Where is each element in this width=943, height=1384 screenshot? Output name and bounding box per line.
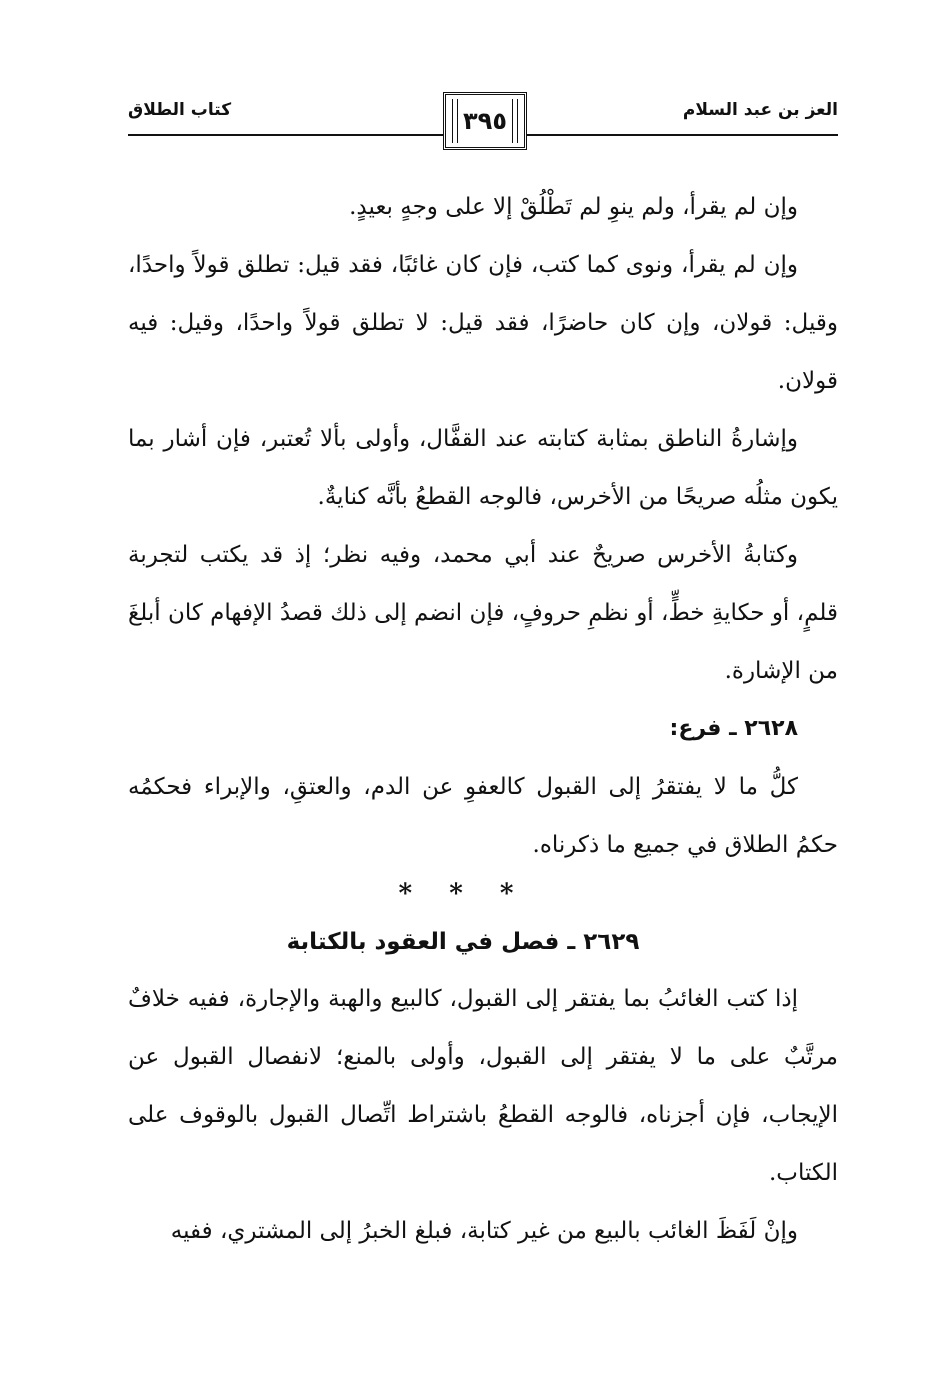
paragraph: إذا كتب الغائبُ بما يفتقر إلى القبول، كالبيع والهبة والإجارة، ففيه خلافٌ مرتَّبٌ على ما لا يفتقر إلى القبول، وأولى بالمنع؛ لانفصال القبول عن الإيجاب، فإن أجزناه، فالوجه القطعُ باشتراط اتِّصال القبول بالوقوف على الكتاب. (128, 986, 838, 1186)
paragraph: وإن لم يقرأ، ولم ينوِ لم تَطْلُقْ إلا على وجهٍ بعيدٍ. (349, 194, 798, 220)
paragraph: وكتابةُ الأخرس صريحٌ عند أبي محمد، وفيه نظر؛ إذ قد يكتب لتجربة قلمٍ، أو حكايةِ خطٍّ، أو نظمِ حروفٍ، فإن انضم إلى ذلك قصدُ الإفهام كان أبلغَ من الإشارة. (128, 542, 838, 684)
page-body (128, 178, 838, 1260)
section-title: ٢٦٢٩ ـ فصل في العقود بالكتابة (286, 929, 640, 955)
page-header (128, 96, 838, 152)
author-header: العز بن عبد السلام (682, 100, 838, 120)
paragraph: وإن لم يقرأ، ونوى كما كتب، فإن كان غائبًا، فقد قيل: تطلق قولاً واحدًا، وقيل: قولان، وإن كان حاضرًا، فقد قيل: لا تطلق قولاً واحدًا، وقيل: فيه قولان. (128, 252, 838, 394)
paragraph: وإشارةُ الناطق بمثابة كتابته عند القفَّال، وأولى بألا تُعتبر، فإن أشار بما يكون مثلُه صريحًا من الأخرس، فالوجه القطعُ بأنَّه كنايةٌ. (128, 426, 838, 510)
paragraph: وإنْ لَفَظَ الغائب بالبيع من غير كتابة، فبلغ الخبرُ إلى المشتري، ففيه (170, 1218, 798, 1244)
page-number: ٣٩٥ (443, 92, 527, 150)
chapter-header: كتاب الطلاق (128, 100, 232, 120)
branch-heading: ٢٦٢٨ ـ فرع: (669, 716, 798, 741)
paragraph: كلُّ ما لا يفتقرُ إلى القبول كالعفوِ عن الدم، والعتقِ، والإبراء فحكمُه حكمُ الطلاق في جميع ما ذكرناه. (128, 774, 838, 858)
section-separator: * * * (398, 879, 528, 909)
